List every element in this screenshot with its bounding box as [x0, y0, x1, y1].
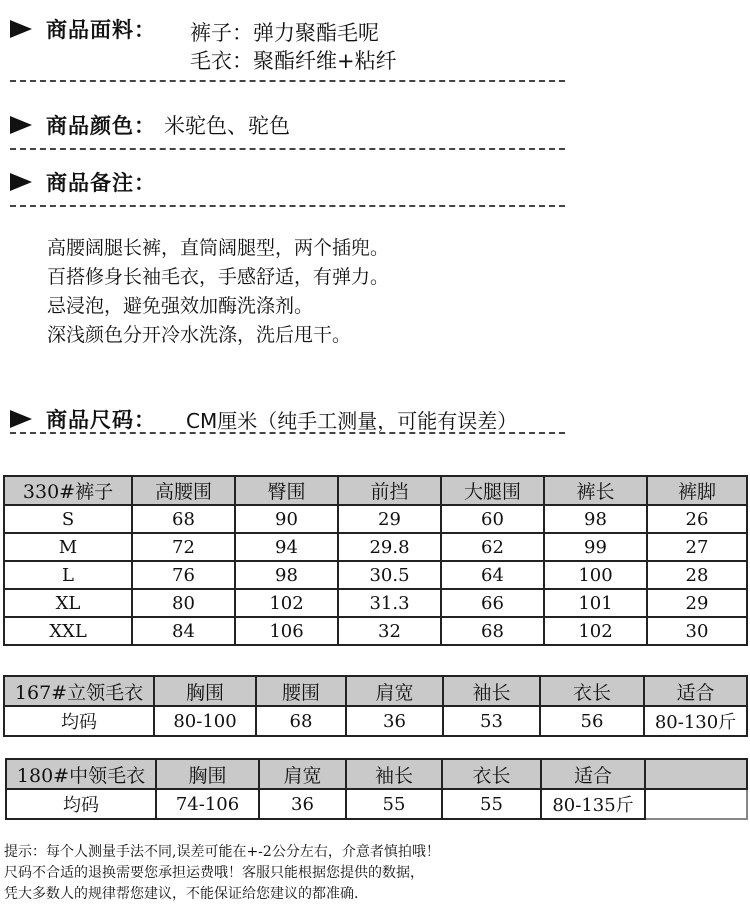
footer-notice	[4, 842, 440, 905]
header-cell: 胸围	[154, 676, 256, 706]
table-cell: M	[4, 533, 132, 561]
arrow-right-icon	[10, 410, 32, 428]
table-cell: 55	[346, 789, 442, 819]
material-section	[10, 14, 156, 44]
header-cell: 330#裤子	[4, 476, 132, 505]
table-cell: 60	[441, 505, 544, 533]
arrow-right-icon	[10, 20, 32, 38]
table-header-row	[4, 476, 747, 505]
table-cell: L	[4, 561, 132, 589]
header-cell: 肩宽	[346, 676, 443, 706]
table-cell: 80-130斤	[644, 706, 747, 736]
divider	[10, 148, 565, 150]
header-cell: 180#中领毛衣	[6, 759, 156, 789]
footer-line: 提示：每个人测量手法不同,误差可能在+-2公分左右，介意者慎拍哦！	[4, 844, 440, 860]
material-lines	[190, 19, 397, 75]
table-cell: 均码	[6, 789, 156, 819]
table-cell: 99	[544, 533, 647, 561]
header-cell: 大腿围	[441, 476, 544, 505]
color-section	[10, 110, 290, 140]
table-cell: 98	[235, 561, 338, 589]
header-cell: 衣长	[442, 759, 541, 789]
table-cell: 68	[132, 505, 235, 533]
table-cell: 66	[441, 589, 544, 617]
table-cell: 55	[442, 789, 541, 819]
remark-line: 高腰阔腿长裤，直筒阔腿型，两个插兜。	[47, 237, 390, 259]
table-row	[4, 706, 747, 736]
header-cell: 适合	[644, 676, 747, 706]
table-cell: 80	[132, 589, 235, 617]
header-cell: 衣长	[540, 676, 644, 706]
header-cell: 袖长	[346, 759, 442, 789]
table-cell: 28	[647, 561, 747, 589]
table-cell: 80-100	[154, 706, 256, 736]
sweater-180-size-table	[5, 758, 748, 820]
table-cell: 32	[338, 617, 441, 645]
table-cell: 29	[647, 589, 747, 617]
table-cell: 27	[647, 533, 747, 561]
material-line-pants: 裤子：弹力聚酯毛呢	[190, 21, 379, 45]
table-cell: XXL	[4, 617, 132, 645]
header-cell: 裤脚	[647, 476, 747, 505]
header-cell: 适合	[541, 759, 645, 789]
table-cell: 106	[235, 617, 338, 645]
table-cell: 36	[259, 789, 346, 819]
table-cell: S	[4, 505, 132, 533]
size-section	[10, 404, 517, 434]
remarks-notes	[47, 234, 389, 350]
size-title: 商品尺码：	[46, 408, 156, 432]
color-value: 米驼色、驼色	[164, 114, 290, 138]
table-cell: 101	[544, 589, 647, 617]
table-cell: 94	[235, 533, 338, 561]
header-cell: 167#立领毛衣	[4, 676, 154, 706]
arrow-right-icon	[10, 173, 32, 191]
footer-line: 尺码不合适的退换需要您承担运费哦！客服只能根据您提供的数据，	[4, 865, 424, 881]
header-cell: 臀围	[235, 476, 338, 505]
table-cell: 53	[443, 706, 540, 736]
table-cell	[645, 789, 747, 819]
table-cell: 62	[441, 533, 544, 561]
table-row	[4, 533, 747, 561]
table-row	[6, 789, 747, 819]
remark-line: 忌浸泡，避免强效加酶洗涤剂。	[47, 295, 314, 317]
table-cell: 98	[544, 505, 647, 533]
divider	[10, 432, 565, 434]
sweater-167-size-table	[3, 675, 748, 737]
table-row	[4, 589, 747, 617]
remark-line: 百搭修身长袖毛衣，手感舒适，有弹力。	[47, 266, 390, 288]
table-cell: 84	[132, 617, 235, 645]
table-cell: 均码	[4, 706, 154, 736]
table-cell: 102	[235, 589, 338, 617]
table-cell: 68	[441, 617, 544, 645]
table-cell: 31.3	[338, 589, 441, 617]
table-cell: 36	[346, 706, 443, 736]
header-cell: 胸围	[156, 759, 259, 789]
table-header-row	[4, 676, 747, 706]
table-row	[4, 617, 747, 645]
table-cell: 64	[441, 561, 544, 589]
table-cell: 68	[256, 706, 346, 736]
table-cell: 76	[132, 561, 235, 589]
header-cell: 肩宽	[259, 759, 346, 789]
table-cell: 29	[338, 505, 441, 533]
remark-line: 深浅颜色分开冷水洗涤，洗后甩干。	[47, 324, 352, 346]
table-cell: 80-135斤	[541, 789, 645, 819]
pants-size-table	[3, 475, 748, 646]
color-title: 商品颜色：	[46, 114, 156, 138]
header-cell: 裤长	[544, 476, 647, 505]
table-cell: 72	[132, 533, 235, 561]
header-cell: 腰围	[256, 676, 346, 706]
table-cell: 30	[647, 617, 747, 645]
table-cell: 26	[647, 505, 747, 533]
remarks-section	[10, 167, 156, 197]
table-header-row	[6, 759, 747, 789]
divider	[10, 205, 565, 207]
table-cell: 30.5	[338, 561, 441, 589]
table-cell: 56	[540, 706, 644, 736]
table-cell: 102	[544, 617, 647, 645]
arrow-right-icon	[10, 116, 32, 134]
footer-line: 凭大多数人的规律帮您建议，不能保证给您建议的都准确.	[4, 886, 359, 902]
table-row	[4, 505, 747, 533]
divider	[10, 80, 565, 82]
material-line-sweater: 毛衣：聚酯纤维+粘纤	[190, 49, 397, 73]
table-cell: 29.8	[338, 533, 441, 561]
header-cell: 高腰围	[132, 476, 235, 505]
table-cell: 90	[235, 505, 338, 533]
table-cell: 74-106	[156, 789, 259, 819]
header-cell: 袖长	[443, 676, 540, 706]
material-title: 商品面料：	[46, 18, 156, 42]
table-cell: 100	[544, 561, 647, 589]
remarks-title: 商品备注：	[46, 171, 156, 195]
size-unit-note: CM厘米（纯手工测量，可能有误差）	[186, 408, 518, 433]
header-cell: 前挡	[338, 476, 441, 505]
table-row	[4, 561, 747, 589]
table-cell: XL	[4, 589, 132, 617]
header-cell	[645, 759, 747, 789]
